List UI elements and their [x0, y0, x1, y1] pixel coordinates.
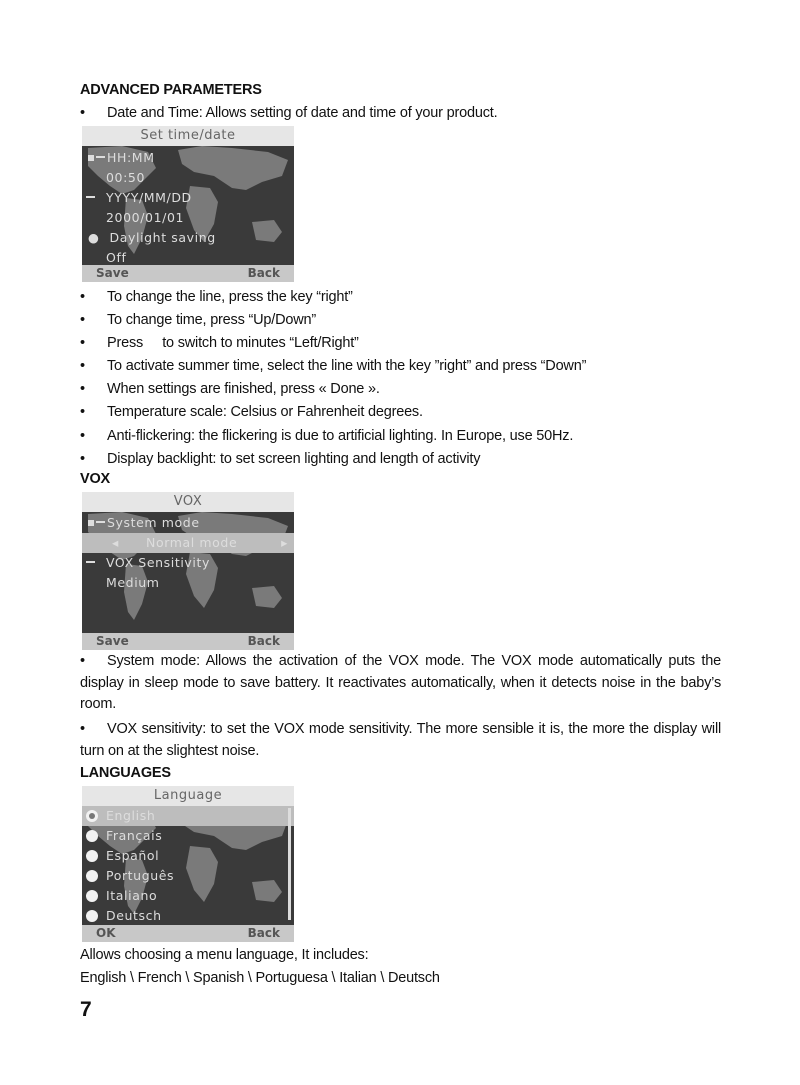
paragraph-vox-sensitivity: • VOX sensitivity: to set the VOX mode sensitivity. The more sensible it is, the more the display will turn on at the slightest noise.	[80, 721, 721, 759]
row-sensitivity-value[interactable]: Medium	[106, 575, 160, 590]
row-yyyymmdd[interactable]: YYYY/MM/DD	[82, 188, 294, 208]
row-daylight-value[interactable]: Off	[106, 250, 127, 265]
language-option-english[interactable]: English	[82, 806, 294, 826]
radio-icon[interactable]	[86, 910, 98, 922]
page-number: 7	[80, 998, 92, 1021]
bullet-date-time: • Date and Time: Allows setting of date and time of your product.	[80, 105, 498, 121]
save-softkey[interactable]: Save	[96, 634, 129, 648]
language-option-francais[interactable]: Français	[82, 826, 294, 846]
screen-title: Set time/date	[82, 126, 294, 146]
screen-language	[82, 786, 294, 942]
screen-set-time-date	[82, 126, 294, 282]
heading-advanced-parameters: ADVANCED PARAMETERS	[80, 82, 262, 98]
language-option-italiano[interactable]: Italiano	[82, 886, 294, 906]
paragraph-system-mode: • System mode: Allows the activation of the VOX mode. The VOX mode automatically puts the display in sleep mode to save battery. It reactivates automatically, when it detects noise in the baby’s room.	[80, 653, 721, 712]
bullet-summer-time: • To activate summer time, select the line with the key ”right” and press “Down”	[80, 358, 587, 374]
languages-list: English \ French \ Spanish \ Portuguesa \ Italian \ Deutsch	[80, 970, 440, 986]
bullet-change-time: • To change time, press “Up/Down”	[80, 312, 316, 328]
radio-selected-icon[interactable]	[86, 810, 98, 822]
row-hhmm[interactable]: HH:MM	[82, 148, 294, 168]
heading-vox: VOX	[80, 471, 111, 487]
languages-description: Allows choosing a menu language, It includes:	[80, 947, 369, 963]
row-date-value[interactable]: 2000/01/01	[106, 210, 185, 225]
radio-icon[interactable]	[86, 850, 98, 862]
system-mode-selector[interactable]: ◂ Normal mode ▸	[82, 533, 294, 553]
bullet-change-line: • To change the line, press the key “right”	[80, 289, 353, 305]
screen-title: VOX	[82, 492, 294, 512]
heading-languages: LANGUAGES	[80, 765, 171, 781]
save-softkey[interactable]: Save	[96, 266, 129, 280]
language-option-deutsch[interactable]: Deutsch	[82, 906, 294, 926]
screen-vox	[82, 492, 294, 650]
row-time-value[interactable]: 00:50	[106, 170, 146, 185]
row-system-mode[interactable]: System mode	[82, 513, 294, 533]
screen-footer	[82, 633, 294, 650]
language-option-espanol[interactable]: Español	[82, 846, 294, 866]
bullet-switch-minutes: • Press to switch to minutes “Left/Right”	[80, 335, 359, 351]
screen-footer	[82, 265, 294, 282]
screen-title: Language	[82, 786, 294, 806]
chevron-left-icon[interactable]: ◂	[112, 535, 119, 550]
bullet-temperature: • Temperature scale: Celsius or Fahrenheit degrees.	[80, 404, 423, 420]
ok-softkey[interactable]: OK	[96, 926, 116, 940]
back-softkey[interactable]: Back	[247, 634, 280, 648]
row-daylight-saving[interactable]: ● Daylight saving	[88, 230, 216, 245]
scrollbar[interactable]	[288, 808, 291, 920]
radio-icon[interactable]	[86, 870, 98, 882]
radio-icon[interactable]	[86, 890, 98, 902]
chevron-right-icon[interactable]: ▸	[281, 535, 288, 550]
bullet-backlight: • Display backlight: to set screen lighting and length of activity	[80, 451, 481, 467]
radio-icon[interactable]	[86, 830, 98, 842]
row-vox-sensitivity[interactable]: VOX Sensitivity	[82, 553, 294, 573]
language-option-portugues[interactable]: Português	[82, 866, 294, 886]
back-softkey[interactable]: Back	[247, 926, 280, 940]
screen-footer	[82, 925, 294, 942]
bullet-anti-flickering: • Anti-flickering: the flickering is due to artificial lighting. In Europe, use 50Hz.	[80, 428, 574, 444]
back-softkey[interactable]: Back	[247, 266, 280, 280]
bullet-done: • When settings are finished, press « Done ».	[80, 381, 380, 397]
